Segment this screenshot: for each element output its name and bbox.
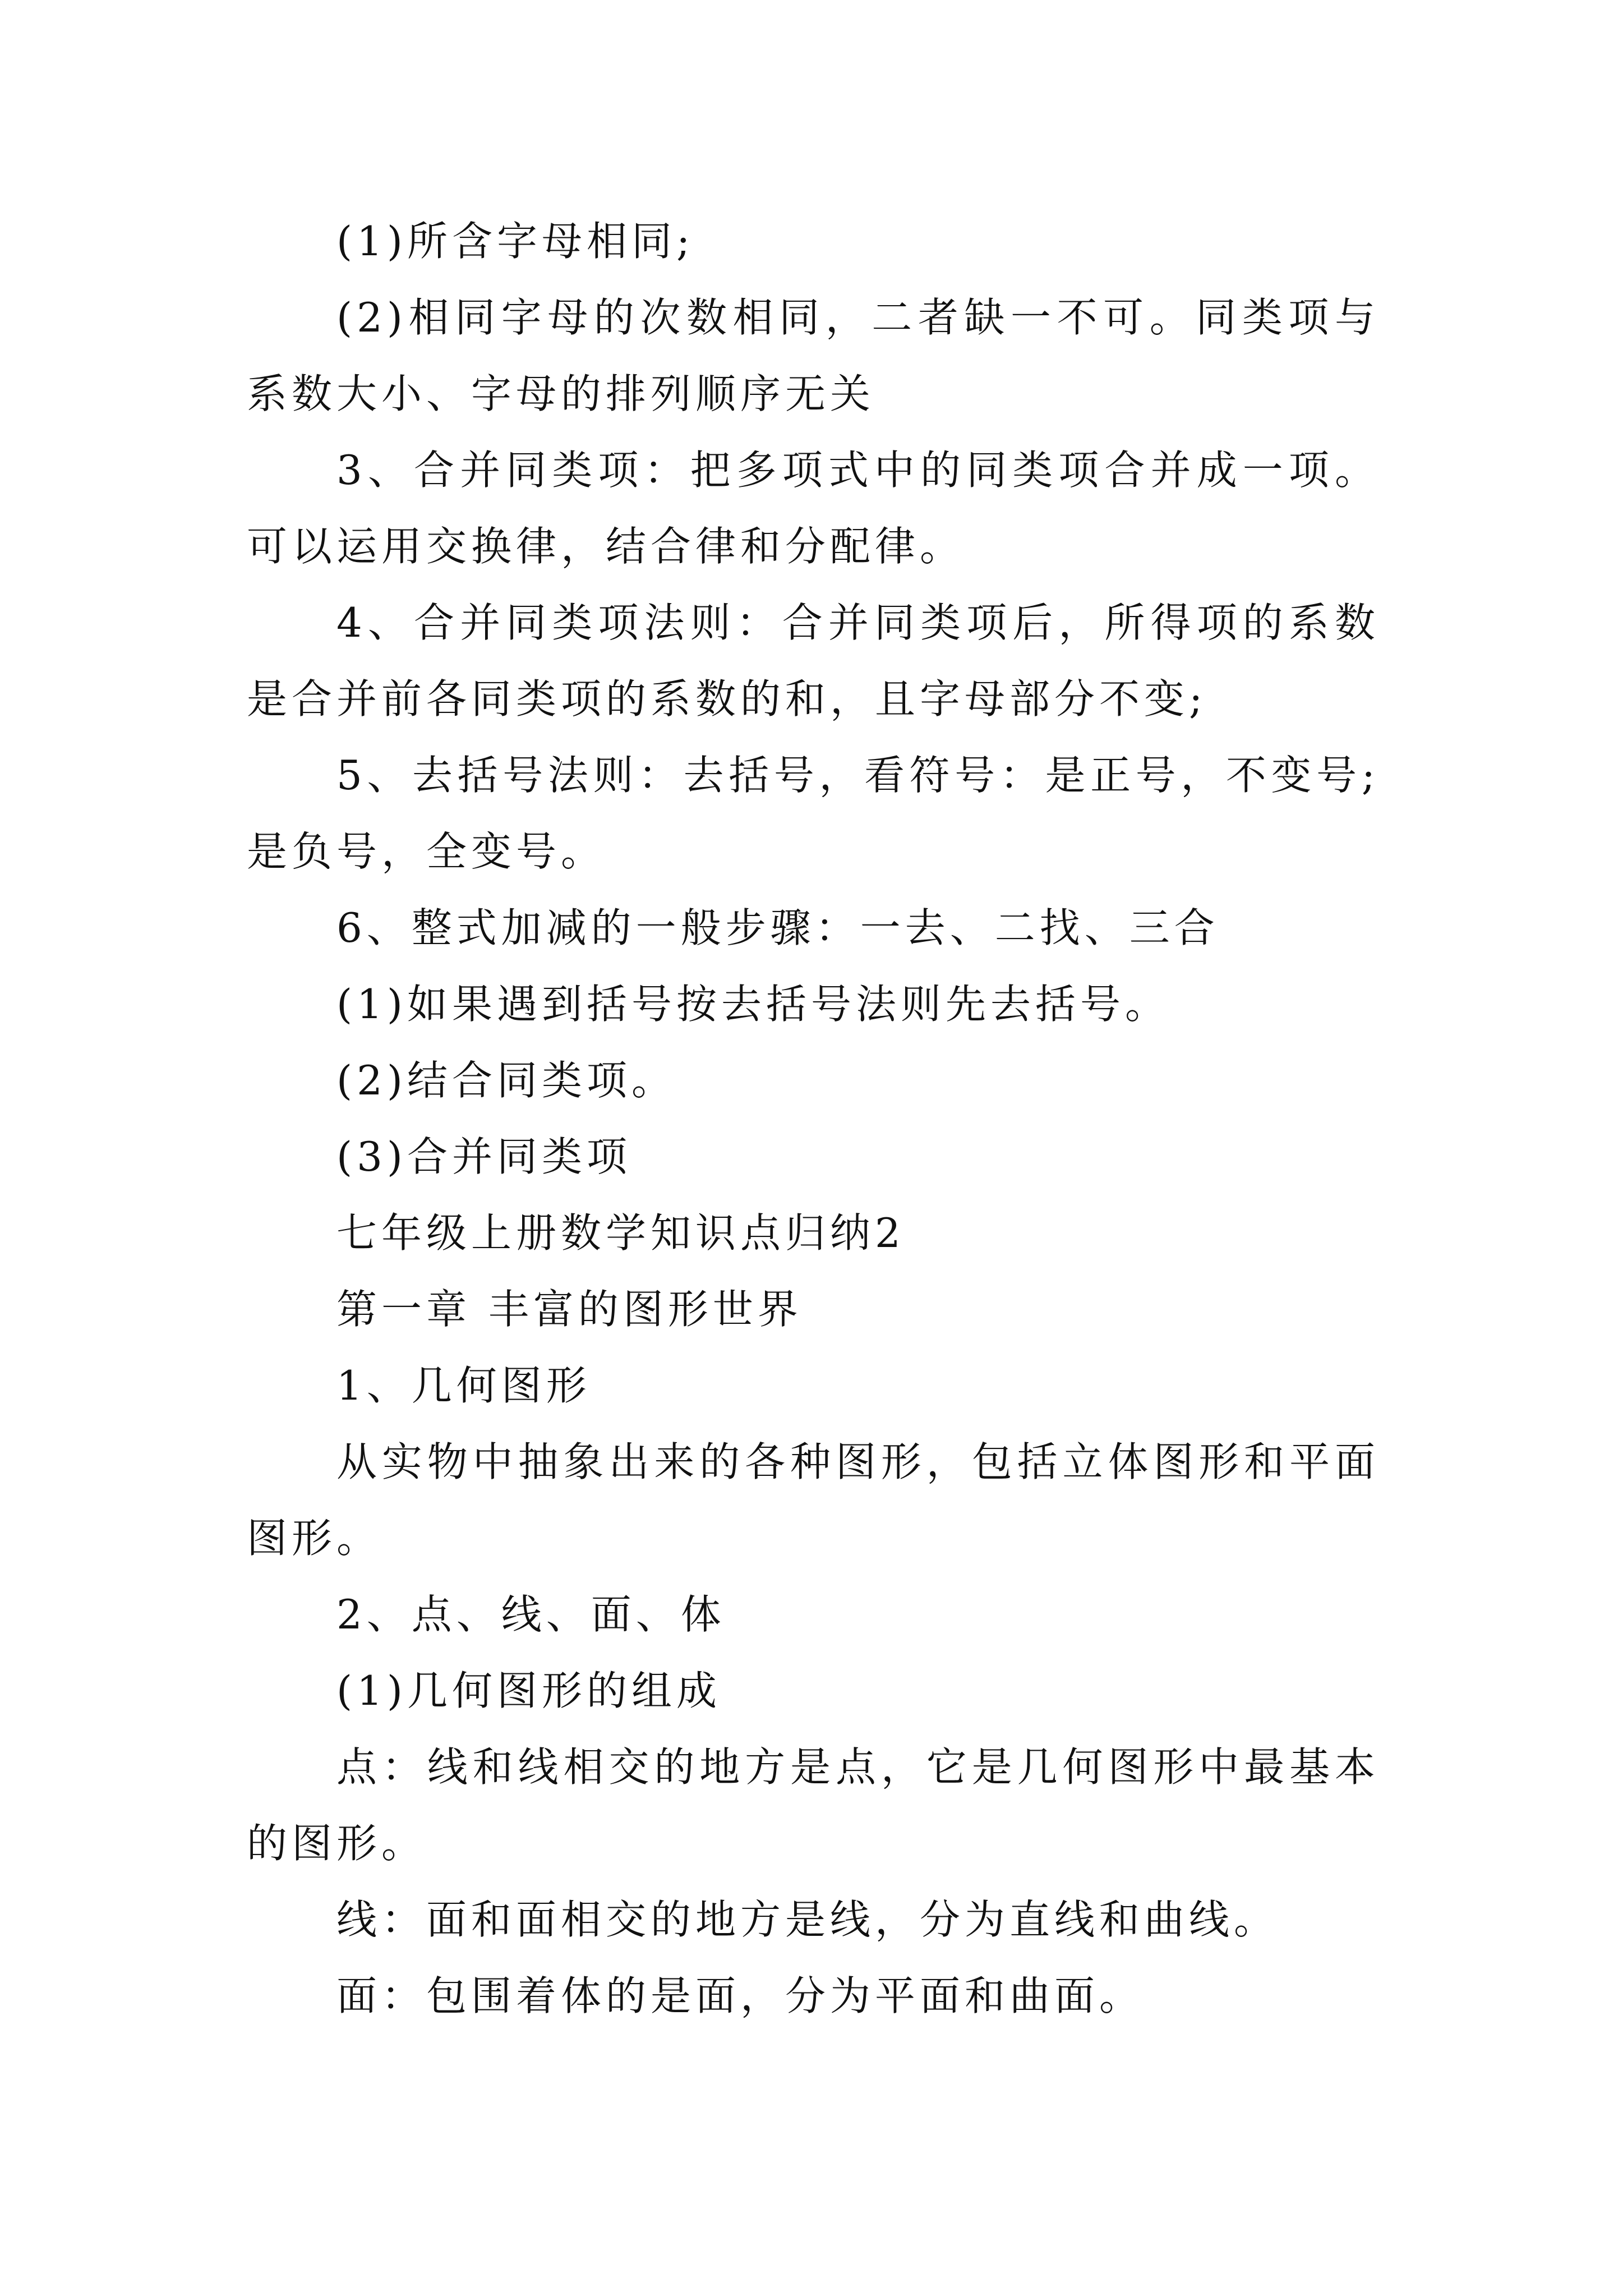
section-heading: 七年级上册数学知识点归纳2: [336, 1209, 905, 1257]
paragraph-condition-2: (2)相同字母的次数相同，二者缺一不可。同类项与系数大小、字母的排列顺序无关: [247, 294, 1380, 417]
subheading-composition: (1)几何图形的组成: [336, 1667, 721, 1714]
paragraph-condition-1: (1)所含字母相同;: [336, 218, 695, 265]
paragraph-geometric-figures: 从实物中抽象出来的各种图形，包括立体图形和平面图形。: [247, 1438, 1380, 1562]
paragraph-point: 点：线和线相交的地方是点，它是几何图形中最基本的图形。: [247, 1743, 1380, 1867]
subheading-geometric-figures: 1、几何图形: [336, 1362, 591, 1409]
paragraph-surface: 面：包围着体的是面，分为平面和曲面。: [336, 1972, 1145, 2019]
document-body: [247, 203, 1380, 2034]
paragraph-line: 线：面和面相交的地方是线，分为直线和曲线。: [336, 1896, 1279, 1943]
paragraph-bracket-rule: 5、去括号法则：去括号，看符号：是正号，不变号;是负号，全变号。: [247, 752, 1380, 875]
chapter-heading: 第一章 丰富的图形世界: [336, 1286, 803, 1333]
paragraph-combine-like-terms: 3、合并同类项：把多项式中的同类项合并成一项。可以运用交换律，结合律和分配律。: [247, 447, 1380, 570]
paragraph-step-3: (3)合并同类项: [336, 1133, 631, 1180]
paragraph-step-2: (2)结合同类项。: [336, 1057, 676, 1104]
paragraph-general-steps: 6、整式加减的一般步骤：一去、二找、三合: [336, 904, 1219, 951]
subheading-point-line-surface-solid: 2、点、线、面、体: [336, 1591, 726, 1638]
paragraph-combine-rule: 4、合并同类项法则：合并同类项后，所得项的系数是合并前各同类项的系数的和，且字母部分不变;: [247, 599, 1380, 723]
paragraph-step-1: (1)如果遇到括号按去括号法则先去括号。: [336, 981, 1170, 1028]
